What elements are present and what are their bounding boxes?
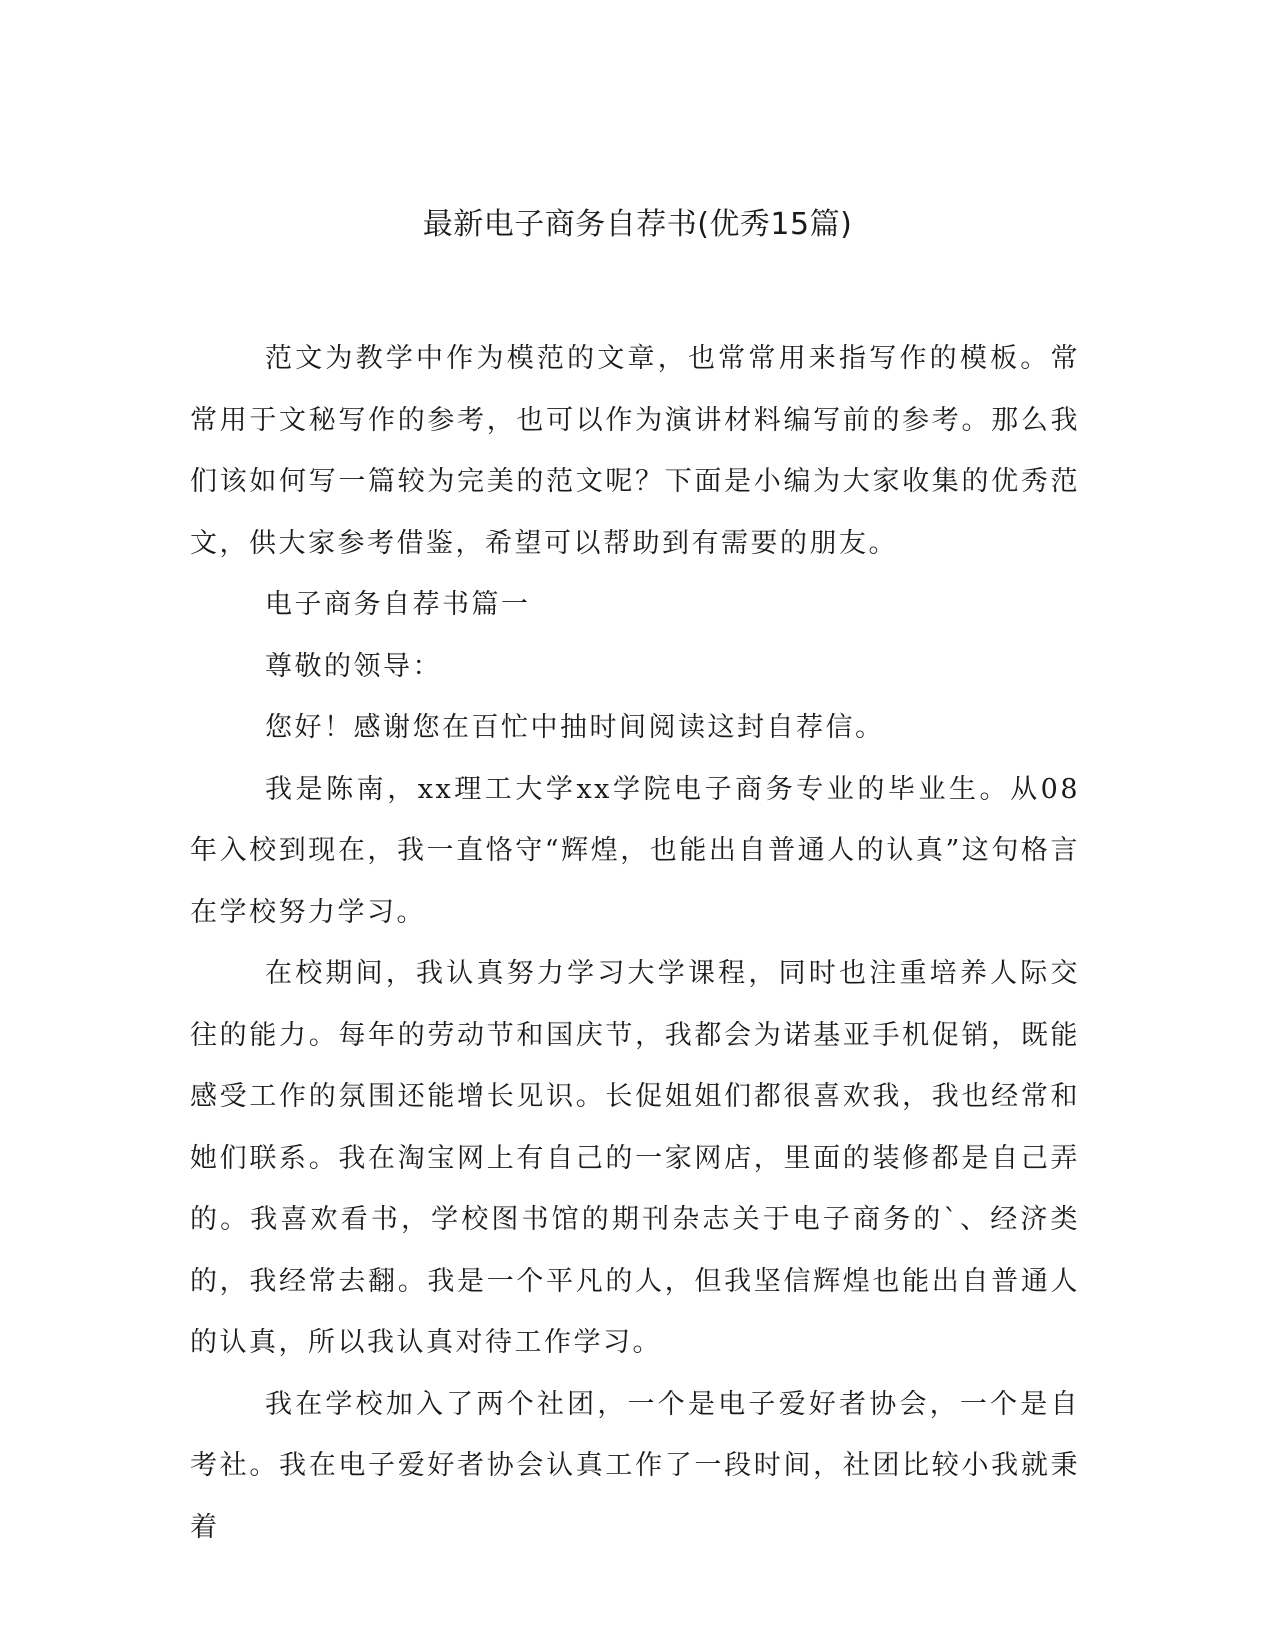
section-heading: 电子商务自荐书篇一 (265, 589, 531, 620)
body-paragraph: 我是陈南，xx理工大学xx学院电子商务专业的毕业生。从08年入校到现在，我一直恪守“辉煌，也能出自普通人的认真”这句格言在学校努力学习。 (190, 773, 1080, 928)
greeting-paragraph: 您好！感谢您在百忙中抽时间阅读这封自荐信。 (265, 712, 885, 743)
document-title: 最新电子商务自荐书(优秀15篇) (422, 207, 853, 242)
body-paragraph: 在校期间，我认真努力学习大学课程，同时也注重培养人际交往的能力。每年的劳动节和国庆节，我都会为诺基亚手机促销，既能感受工作的氛围还能增长见识。长促姐姐们都很喜欢我，我也经常和她们联系。我在淘宝网上有自己的一家网店，里面的装修都是自己弄的。我喜欢看书，学校图书馆的期刊杂志关于电子商务的`、经济类的，我经常去翻。我是一个平凡的人，但我坚信辉煌也能出自普通人的认真，所以我认真对待工作学习。 (190, 958, 1080, 1358)
document-body (190, 328, 1080, 1558)
body-paragraph: 我在学校加入了两个社团，一个是电子爱好者协会，一个是自考社。我在电子爱好者协会认真工作了一段时间，社团比较小我就秉着 (190, 1388, 1080, 1543)
salutation: 尊敬的领导： (265, 650, 442, 682)
intro-paragraph: 范文为教学中作为模范的文章，也常常用来指写作的模板。常常用于文秘写作的参考，也可以作为演讲材料编写前的参考。那么我们该如何写一篇较为完美的范文呢？下面是小编为大家收集的优秀范文，供大家参考借鉴，希望可以帮助到有需要的朋友。 (190, 343, 1080, 559)
